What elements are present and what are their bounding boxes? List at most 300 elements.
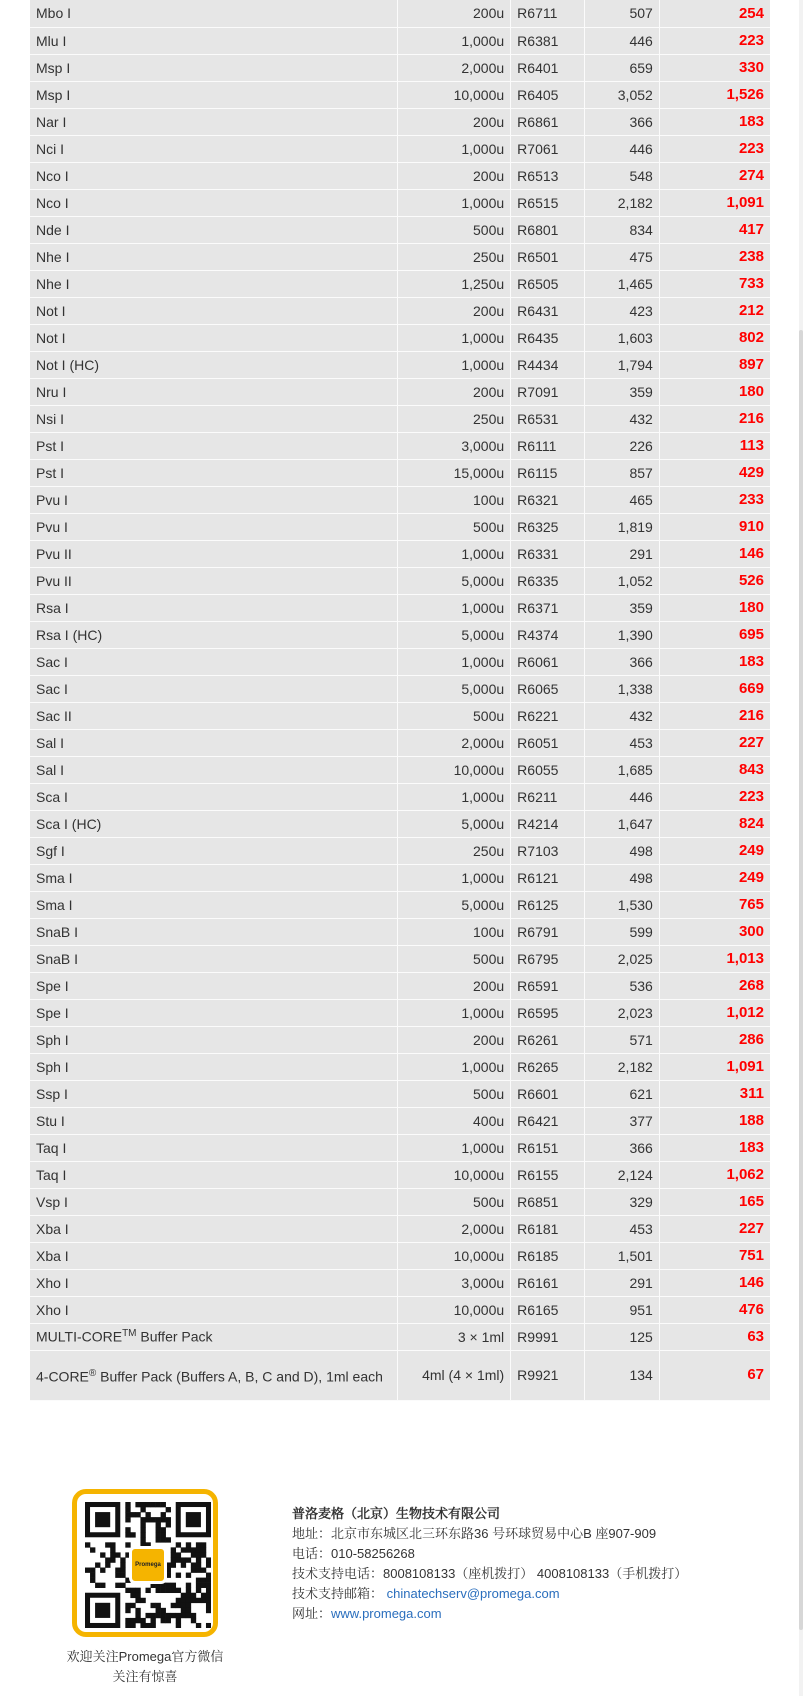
email-label: 技术支持邮箱： <box>292 1586 384 1601</box>
promo-price-cell: 802 <box>659 324 770 351</box>
promo-price-cell: 216 <box>659 405 770 432</box>
catalog-number-cell: R6211 <box>511 783 585 810</box>
product-name-cell: Mlu I <box>30 27 398 54</box>
size-cell: 4ml (4 × 1ml) <box>398 1350 511 1400</box>
catalog-number-cell: R6265 <box>511 1053 585 1080</box>
size-cell: 1,000u <box>398 594 511 621</box>
list-price-cell: 1,530 <box>584 891 659 918</box>
size-cell: 1,000u <box>398 1053 511 1080</box>
catalog-number-cell: R6791 <box>511 918 585 945</box>
list-price-cell: 507 <box>584 0 659 27</box>
size-cell: 2,000u <box>398 729 511 756</box>
website-label: 网址： <box>292 1606 332 1621</box>
promo-price-cell: 212 <box>659 297 770 324</box>
promo-price-cell: 526 <box>659 567 770 594</box>
product-name-cell: Spe I <box>30 999 398 1026</box>
size-cell: 2,000u <box>398 1215 511 1242</box>
table-row <box>30 1350 770 1400</box>
catalog-number-cell: R4374 <box>511 621 585 648</box>
size-cell: 2,000u <box>398 54 511 81</box>
promo-price-cell: 429 <box>659 459 770 486</box>
product-name-cell: Pst I <box>30 459 398 486</box>
catalog-number-cell: R6505 <box>511 270 585 297</box>
price-table <box>30 0 770 1401</box>
size-cell: 500u <box>398 216 511 243</box>
list-price-cell: 2,182 <box>584 189 659 216</box>
product-name-cell: Vsp I <box>30 1188 398 1215</box>
table-row <box>30 54 770 81</box>
catalog-number-cell: R6061 <box>511 648 585 675</box>
product-name-cell: Sal I <box>30 756 398 783</box>
product-name-cell: Pst I <box>30 432 398 459</box>
product-name-cell: Nci I <box>30 135 398 162</box>
table-row <box>30 702 770 729</box>
catalog-number-cell: R6405 <box>511 81 585 108</box>
size-cell: 500u <box>398 945 511 972</box>
promo-price-cell: 751 <box>659 1242 770 1269</box>
promo-price-cell: 254 <box>659 0 770 27</box>
promo-price-cell: 286 <box>659 1026 770 1053</box>
promo-price-cell: 223 <box>659 27 770 54</box>
catalog-number-cell: R6515 <box>511 189 585 216</box>
size-cell: 5,000u <box>398 621 511 648</box>
product-name-cell: Sma I <box>30 891 398 918</box>
product-name-cell: Msp I <box>30 54 398 81</box>
promo-price-cell: 669 <box>659 675 770 702</box>
list-price-cell: 359 <box>584 594 659 621</box>
catalog-number-cell: R6335 <box>511 567 585 594</box>
size-cell: 3,000u <box>398 432 511 459</box>
table-row <box>30 783 770 810</box>
list-price-cell: 1,465 <box>584 270 659 297</box>
catalog-number-cell: R6401 <box>511 54 585 81</box>
size-cell: 10,000u <box>398 1296 511 1323</box>
promo-price-cell: 417 <box>659 216 770 243</box>
product-name-cell: Nhe I <box>30 270 398 297</box>
table-row <box>30 162 770 189</box>
product-name-cell: Sph I <box>30 1053 398 1080</box>
qr-caption-line1: 欢迎关注Promega官方微信 <box>66 1649 224 1664</box>
catalog-number-cell: R6321 <box>511 486 585 513</box>
support-email-row <box>292 1584 687 1604</box>
promo-price-cell: 733 <box>659 270 770 297</box>
catalog-number-cell: R6121 <box>511 864 585 891</box>
table-row <box>30 108 770 135</box>
list-price-cell: 2,023 <box>584 999 659 1026</box>
list-price-cell: 1,647 <box>584 810 659 837</box>
promo-price-cell: 223 <box>659 783 770 810</box>
table-row <box>30 567 770 594</box>
catalog-number-cell: R9921 <box>511 1350 585 1400</box>
product-name-cell: Nru I <box>30 378 398 405</box>
table-row <box>30 1107 770 1134</box>
table-row <box>30 1080 770 1107</box>
catalog-number-cell: R6125 <box>511 891 585 918</box>
size-cell: 1,000u <box>398 540 511 567</box>
list-price-cell: 446 <box>584 135 659 162</box>
catalog-number-cell: R6531 <box>511 405 585 432</box>
product-name-cell: Mbo I <box>30 0 398 27</box>
table-row <box>30 1269 770 1296</box>
product-name-cell: Sma I <box>30 864 398 891</box>
size-cell: 1,000u <box>398 135 511 162</box>
product-name-cell: Not I <box>30 324 398 351</box>
product-name-cell: Nhe I <box>30 243 398 270</box>
table-row <box>30 648 770 675</box>
list-price-cell: 446 <box>584 783 659 810</box>
product-name-cell: Sal I <box>30 729 398 756</box>
catalog-number-cell: R6601 <box>511 1080 585 1107</box>
size-cell: 1,000u <box>398 189 511 216</box>
size-cell: 100u <box>398 486 511 513</box>
table-row <box>30 243 770 270</box>
product-name-cell: Sgf I <box>30 837 398 864</box>
website-row <box>292 1604 687 1624</box>
phone: 电话：010-58256268 <box>292 1546 415 1561</box>
catalog-number-cell: R6221 <box>511 702 585 729</box>
list-price-cell: 329 <box>584 1188 659 1215</box>
product-name-cell: Pvu II <box>30 567 398 594</box>
scrollbar-track[interactable] <box>799 0 803 1696</box>
catalog-number-cell: R6795 <box>511 945 585 972</box>
size-cell: 1,000u <box>398 999 511 1026</box>
product-name-cell: 4-CORE® Buffer Pack (Buffers A, B, C and D), 1ml each <box>30 1350 398 1400</box>
list-price-cell: 1,603 <box>584 324 659 351</box>
promo-price-cell: 765 <box>659 891 770 918</box>
product-name-cell: Sac I <box>30 648 398 675</box>
size-cell: 1,000u <box>398 324 511 351</box>
promo-price-cell: 1,526 <box>659 81 770 108</box>
size-cell: 5,000u <box>398 810 511 837</box>
size-cell: 3,000u <box>398 1269 511 1296</box>
address: 地址：北京市东城区北三环东路36 号环球贸易中心B 座907-909 <box>292 1526 657 1541</box>
promo-price-cell: 180 <box>659 378 770 405</box>
promo-price-cell: 63 <box>659 1323 770 1350</box>
promo-price-cell: 165 <box>659 1188 770 1215</box>
product-name-cell: Msp I <box>30 81 398 108</box>
product-name-cell: Sca I <box>30 783 398 810</box>
table-row <box>30 378 770 405</box>
size-cell: 1,000u <box>398 351 511 378</box>
table-row <box>30 1242 770 1269</box>
qr-caption <box>40 1647 250 1687</box>
promo-price-cell: 146 <box>659 540 770 567</box>
list-price-cell: 465 <box>584 486 659 513</box>
size-cell: 100u <box>398 918 511 945</box>
product-name-cell: Xho I <box>30 1269 398 1296</box>
table-row <box>30 999 770 1026</box>
product-name-cell: Sac I <box>30 675 398 702</box>
list-price-cell: 1,819 <box>584 513 659 540</box>
table-row <box>30 81 770 108</box>
catalog-number-cell: R6161 <box>511 1269 585 1296</box>
table-row <box>30 675 770 702</box>
product-name-cell: MULTI-CORE™ Buffer Pack <box>30 1323 398 1350</box>
promo-price-cell: 843 <box>659 756 770 783</box>
list-price-cell: 359 <box>584 378 659 405</box>
product-name-cell: Taq I <box>30 1134 398 1161</box>
table-row <box>30 756 770 783</box>
catalog-number-cell: R6055 <box>511 756 585 783</box>
list-price-cell: 366 <box>584 648 659 675</box>
table-row <box>30 972 770 999</box>
product-name-cell: Not I (HC) <box>30 351 398 378</box>
list-price-cell: 548 <box>584 162 659 189</box>
product-name-cell: Pvu II <box>30 540 398 567</box>
promo-price-cell: 300 <box>659 918 770 945</box>
size-cell: 10,000u <box>398 81 511 108</box>
catalog-number-cell: R6185 <box>511 1242 585 1269</box>
product-name-cell: Rsa I <box>30 594 398 621</box>
promo-price-cell: 910 <box>659 513 770 540</box>
scrollbar-thumb[interactable] <box>799 330 803 1630</box>
size-cell: 5,000u <box>398 891 511 918</box>
size-cell: 200u <box>398 297 511 324</box>
size-cell: 200u <box>398 162 511 189</box>
product-name-cell: SnaB I <box>30 918 398 945</box>
promo-price-cell: 216 <box>659 702 770 729</box>
catalog-number-cell: R7061 <box>511 135 585 162</box>
catalog-number-cell: R6501 <box>511 243 585 270</box>
promo-price-cell: 1,062 <box>659 1161 770 1188</box>
price-table-body <box>30 0 770 1400</box>
catalog-number-cell: R6435 <box>511 324 585 351</box>
product-name-cell: Pvu I <box>30 513 398 540</box>
list-price-cell: 453 <box>584 729 659 756</box>
promo-price-cell: 183 <box>659 1134 770 1161</box>
promo-price-cell: 897 <box>659 351 770 378</box>
promo-price-cell: 1,013 <box>659 945 770 972</box>
size-cell: 200u <box>398 108 511 135</box>
list-price-cell: 1,052 <box>584 567 659 594</box>
promo-price-cell: 1,012 <box>659 999 770 1026</box>
promo-price-cell: 183 <box>659 648 770 675</box>
size-cell: 500u <box>398 702 511 729</box>
table-row <box>30 27 770 54</box>
list-price-cell: 453 <box>584 1215 659 1242</box>
table-row <box>30 621 770 648</box>
promo-price-cell: 180 <box>659 594 770 621</box>
list-price-cell: 536 <box>584 972 659 999</box>
catalog-number-cell: R6595 <box>511 999 585 1026</box>
catalog-number-cell: R6331 <box>511 540 585 567</box>
contact-info <box>292 1504 687 1624</box>
catalog-number-cell: R6155 <box>511 1161 585 1188</box>
list-price-cell: 291 <box>584 1269 659 1296</box>
product-name-cell: Spe I <box>30 972 398 999</box>
list-price-cell: 1,338 <box>584 675 659 702</box>
product-name-cell: Stu I <box>30 1107 398 1134</box>
promo-price-cell: 233 <box>659 486 770 513</box>
table-row <box>30 810 770 837</box>
table-row <box>30 0 770 27</box>
promo-price-cell: 330 <box>659 54 770 81</box>
table-row <box>30 432 770 459</box>
catalog-number-cell: R6065 <box>511 675 585 702</box>
table-row <box>30 729 770 756</box>
list-price-cell: 1,794 <box>584 351 659 378</box>
size-cell: 200u <box>398 1026 511 1053</box>
table-row <box>30 1026 770 1053</box>
product-name-cell: Nar I <box>30 108 398 135</box>
promo-price-cell: 268 <box>659 972 770 999</box>
size-cell: 1,000u <box>398 648 511 675</box>
size-cell: 250u <box>398 405 511 432</box>
list-price-cell: 834 <box>584 216 659 243</box>
list-price-cell: 423 <box>584 297 659 324</box>
promo-price-cell: 146 <box>659 1269 770 1296</box>
promo-price-cell: 249 <box>659 837 770 864</box>
size-cell: 200u <box>398 378 511 405</box>
support-phone: 技术支持电话：8008108133（座机拨打） 4008108133（手机拨打） <box>292 1566 688 1581</box>
product-name-cell: Sac II <box>30 702 398 729</box>
product-name-cell: Nco I <box>30 189 398 216</box>
table-row <box>30 1053 770 1080</box>
table-row <box>30 189 770 216</box>
table-row <box>30 405 770 432</box>
table-row <box>30 864 770 891</box>
product-name-cell: Pvu I <box>30 486 398 513</box>
catalog-number-cell: R6513 <box>511 162 585 189</box>
product-name-cell: Ssp I <box>30 1080 398 1107</box>
website-link[interactable]: www.promega.com <box>331 1606 442 1621</box>
company-name: 普洛麦格（北京）生物技术有限公司 <box>292 1506 501 1521</box>
list-price-cell: 951 <box>584 1296 659 1323</box>
catalog-number-cell: R6591 <box>511 972 585 999</box>
table-row <box>30 513 770 540</box>
catalog-number-cell: R6431 <box>511 297 585 324</box>
catalog-number-cell: R4434 <box>511 351 585 378</box>
list-price-cell: 226 <box>584 432 659 459</box>
size-cell: 3 × 1ml <box>398 1323 511 1350</box>
catalog-number-cell: R6115 <box>511 459 585 486</box>
size-cell: 1,000u <box>398 27 511 54</box>
catalog-number-cell: R6861 <box>511 108 585 135</box>
catalog-number-cell: R6421 <box>511 1107 585 1134</box>
size-cell: 400u <box>398 1107 511 1134</box>
list-price-cell: 2,124 <box>584 1161 659 1188</box>
catalog-number-cell: R6111 <box>511 432 585 459</box>
promo-price-cell: 67 <box>659 1350 770 1400</box>
promega-logo: Promega <box>129 1546 167 1584</box>
table-row <box>30 1188 770 1215</box>
promo-price-cell: 188 <box>659 1107 770 1134</box>
list-price-cell: 366 <box>584 1134 659 1161</box>
size-cell: 15,000u <box>398 459 511 486</box>
table-row <box>30 1134 770 1161</box>
catalog-number-cell: R6165 <box>511 1296 585 1323</box>
size-cell: 500u <box>398 513 511 540</box>
promo-price-cell: 1,091 <box>659 1053 770 1080</box>
product-name-cell: Not I <box>30 297 398 324</box>
list-price-cell: 291 <box>584 540 659 567</box>
list-price-cell: 366 <box>584 108 659 135</box>
table-row <box>30 918 770 945</box>
product-name-cell: Sph I <box>30 1026 398 1053</box>
table-row <box>30 135 770 162</box>
email-link[interactable]: chinatechserv@promega.com <box>386 1586 560 1601</box>
list-price-cell: 432 <box>584 702 659 729</box>
list-price-cell: 621 <box>584 1080 659 1107</box>
catalog-number-cell: R9991 <box>511 1323 585 1350</box>
footer <box>0 1470 803 1696</box>
catalog-number-cell: R6151 <box>511 1134 585 1161</box>
list-price-cell: 3,052 <box>584 81 659 108</box>
product-name-cell: Taq I <box>30 1161 398 1188</box>
size-cell: 1,000u <box>398 864 511 891</box>
promo-price-cell: 695 <box>659 621 770 648</box>
table-row <box>30 891 770 918</box>
catalog-number-cell: R6381 <box>511 27 585 54</box>
list-price-cell: 857 <box>584 459 659 486</box>
promo-price-cell: 183 <box>659 108 770 135</box>
catalog-number-cell: R4214 <box>511 810 585 837</box>
catalog-number-cell: R6711 <box>511 0 585 27</box>
table-row <box>30 594 770 621</box>
catalog-number-cell: R6261 <box>511 1026 585 1053</box>
catalog-number-cell: R6801 <box>511 216 585 243</box>
promo-price-cell: 274 <box>659 162 770 189</box>
size-cell: 1,250u <box>398 270 511 297</box>
list-price-cell: 446 <box>584 27 659 54</box>
size-cell: 10,000u <box>398 1242 511 1269</box>
table-row <box>30 1296 770 1323</box>
promo-price-cell: 249 <box>659 864 770 891</box>
catalog-number-cell: R6325 <box>511 513 585 540</box>
table-row <box>30 486 770 513</box>
table-row <box>30 351 770 378</box>
list-price-cell: 1,390 <box>584 621 659 648</box>
size-cell: 500u <box>398 1080 511 1107</box>
product-name-cell: Xho I <box>30 1296 398 1323</box>
table-row <box>30 216 770 243</box>
catalog-number-cell: R6181 <box>511 1215 585 1242</box>
promo-price-cell: 824 <box>659 810 770 837</box>
promo-price-cell: 227 <box>659 1215 770 1242</box>
list-price-cell: 1,501 <box>584 1242 659 1269</box>
size-cell: 500u <box>398 1188 511 1215</box>
list-price-cell: 1,685 <box>584 756 659 783</box>
table-row <box>30 459 770 486</box>
table-row <box>30 945 770 972</box>
size-cell: 250u <box>398 243 511 270</box>
list-price-cell: 134 <box>584 1350 659 1400</box>
catalog-number-cell: R7091 <box>511 378 585 405</box>
table-row <box>30 1215 770 1242</box>
list-price-cell: 498 <box>584 864 659 891</box>
list-price-cell: 475 <box>584 243 659 270</box>
list-price-cell: 571 <box>584 1026 659 1053</box>
list-price-cell: 2,025 <box>584 945 659 972</box>
list-price-cell: 125 <box>584 1323 659 1350</box>
size-cell: 5,000u <box>398 567 511 594</box>
list-price-cell: 2,182 <box>584 1053 659 1080</box>
product-name-cell: Nsi I <box>30 405 398 432</box>
table-row <box>30 540 770 567</box>
table-row <box>30 1161 770 1188</box>
product-name-cell: Sca I (HC) <box>30 810 398 837</box>
size-cell: 200u <box>398 0 511 27</box>
size-cell: 5,000u <box>398 675 511 702</box>
promo-price-cell: 227 <box>659 729 770 756</box>
table-row <box>30 324 770 351</box>
product-name-cell: Rsa I (HC) <box>30 621 398 648</box>
catalog-number-cell: R6851 <box>511 1188 585 1215</box>
promo-price-cell: 113 <box>659 432 770 459</box>
wechat-qr-code <box>72 1489 218 1637</box>
list-price-cell: 498 <box>584 837 659 864</box>
list-price-cell: 599 <box>584 918 659 945</box>
